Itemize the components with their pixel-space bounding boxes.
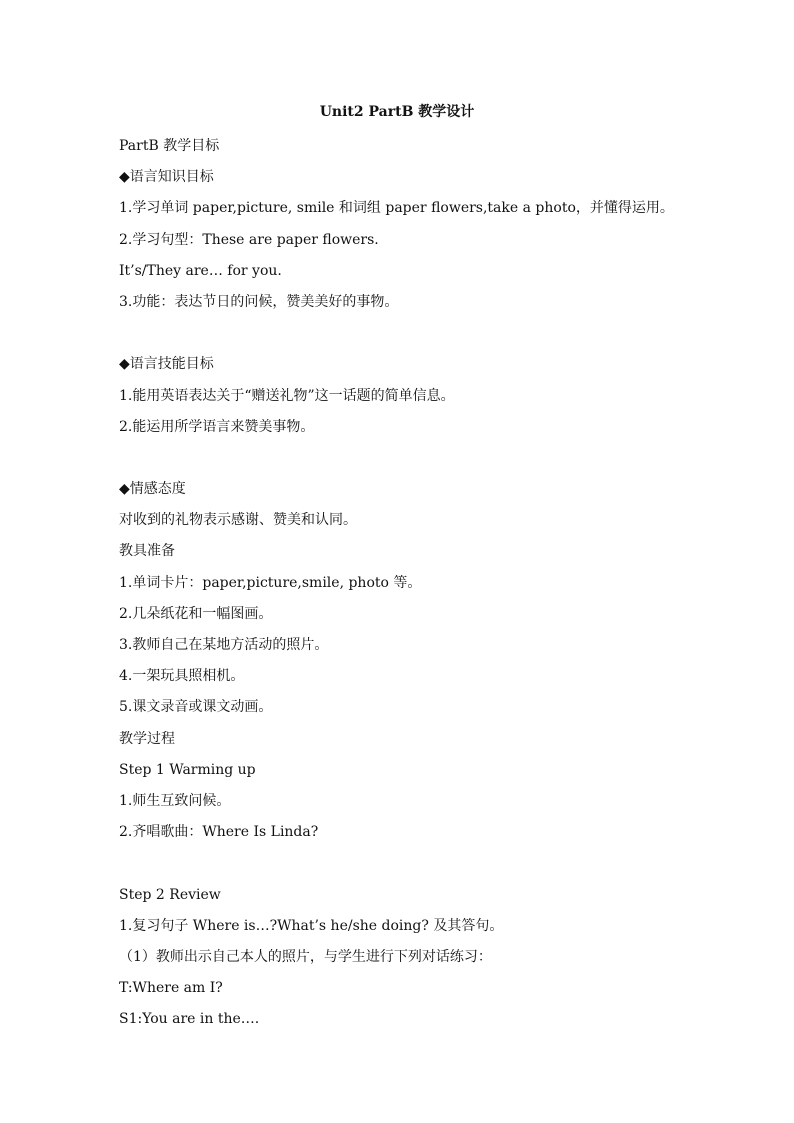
- line-text: 4.一架玩具照相机。: [119, 668, 245, 685]
- line-blank: [119, 443, 739, 474]
- line-text: 1.单词卡片：paper,picture,smile, photo 等。: [119, 574, 422, 591]
- line-text: 1.能用英语表达关于“赠送礼物”这一话题的简单信息。: [119, 387, 455, 404]
- line-blank: [119, 318, 739, 349]
- line-text: 2.学习句型：These are paper flowers.: [119, 231, 379, 248]
- line-text: 2.能运用所学语言来赞美事物。: [119, 418, 315, 435]
- line-text: 1.师生互致问候。: [119, 792, 231, 809]
- line-text: It’s/They are… for you.: [119, 262, 282, 279]
- line-text: 5.课文录音或课文动画。: [119, 699, 273, 716]
- line-text: T:Where am I?: [119, 980, 223, 997]
- line-text: （1）教师出示自己本人的照片，与学生进行下列对话练习：: [119, 948, 492, 965]
- line-step-heading: Step 1 Warming up: [119, 761, 256, 778]
- document-body: [119, 131, 739, 1035]
- line-subheading-skills: ◆语言技能目标: [119, 356, 214, 373]
- document-title: Unit2 PartB 教学设计: [319, 104, 475, 120]
- line-text: 2.齐唱歌曲：Where Is Linda?: [119, 824, 319, 841]
- line-subheading-knowledge: ◆语言知识目标: [119, 169, 214, 186]
- line-section-heading: 教学过程: [119, 730, 175, 747]
- line-text: 3.功能：表达节日的问候，赞美美好的事物。: [119, 293, 399, 310]
- line-text: 3.教师自己在某地方活动的照片。: [119, 637, 329, 653]
- line-text: 2.几朵纸花和一幅图画。: [119, 605, 273, 622]
- line-text: 1.学习单词 paper,picture, smile 和词组 paper flowers,take a photo，并懂得运用。: [119, 200, 674, 217]
- line-text: S1:You are in the….: [119, 1011, 260, 1028]
- line-text: 1.复习句子 Where is…?What’s he/she doing? 及其答句。: [119, 917, 504, 934]
- line-section-heading: PartB 教学目标: [119, 138, 220, 154]
- line-blank: [119, 848, 739, 879]
- line-section-heading: 教具准备: [119, 543, 175, 560]
- line-text: 对收到的礼物表示感谢、赞美和认同。: [119, 512, 357, 529]
- line-step-heading: Step 2 Review: [119, 886, 221, 903]
- line-subheading-attitude: ◆情感态度: [119, 481, 186, 498]
